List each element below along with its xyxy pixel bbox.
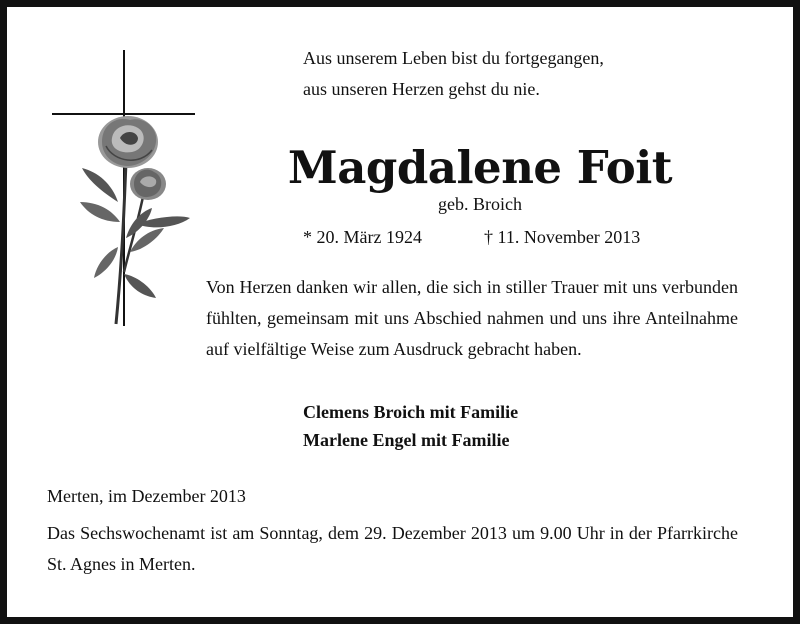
- verse-line-2: aus unseren Herzen gehst du nie.: [303, 79, 540, 99]
- rose-icon: [80, 116, 190, 324]
- cross-with-roses-icon: [40, 42, 200, 332]
- place-date: Merten, im Dezember 2013: [47, 486, 246, 506]
- signatory-1: Clemens Broich mit Familie: [303, 402, 519, 422]
- thanks-text: [206, 272, 738, 365]
- mass-notice: [47, 518, 738, 580]
- birth-date: * 20. März 1924: [303, 227, 422, 247]
- deceased-name: Magdalene Foit: [287, 141, 673, 194]
- thanks-paragraph: Von Herzen danken wir allen, die sich in stiller Trauer mit uns verbunden fühlten, gemeinsam mit uns Abschied nahmen und uns ihre Anteilnahme auf vielfältige Weise zum Ausdruck gebracht haben.: [206, 277, 738, 359]
- verse-line-1: Aus unserem Leben bist du fortgegangen,: [303, 48, 604, 68]
- signatory-2: Marlene Engel mit Familie: [303, 430, 510, 450]
- notice-paragraph: Das Sechswochenamt ist am Sonntag, dem 29. Dezember 2013 um 9.00 Uhr in der Pfarrkirche St. Agnes in Merten.: [47, 523, 738, 574]
- maiden-name: geb. Broich: [438, 194, 522, 214]
- death-date: † 11. November 2013: [484, 227, 641, 247]
